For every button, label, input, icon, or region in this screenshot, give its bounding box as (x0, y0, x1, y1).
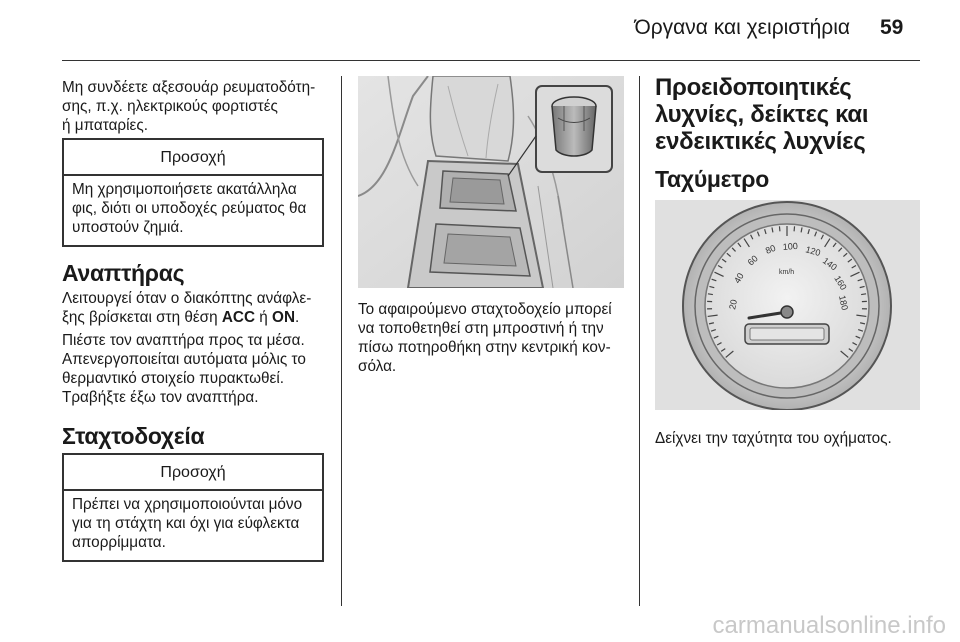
lighter-paragraph-1 (62, 289, 311, 327)
text-line: Πρέπει να χρησιμοποιούνται μόνο (72, 496, 303, 513)
speedometer-illustration (655, 200, 920, 410)
text-line: Πιέστε τον αναπτήρα προς τα μέσα. (62, 332, 305, 349)
caution-box-sockets (62, 138, 324, 247)
speedometer-tick (861, 294, 866, 295)
text-line: θερμαντικό στοιχείο πυρακτωθεί. (62, 370, 285, 387)
speed-unit: km/h (779, 269, 795, 276)
caution-heading: Προσοχή (160, 464, 226, 481)
text-line: απορρίμματα. (72, 534, 166, 551)
ashtray-console-illustration (358, 76, 624, 288)
text-line: να τοποθετηθεί στη μπροστινή ή την (358, 320, 604, 337)
text-line: Λειτουργεί όταν ο διακόπτης ανάφλε- (62, 290, 312, 307)
speed-tick-label: 20 (727, 298, 740, 311)
text-line: φις, διότι οι υποδοχές ρεύματος θα (72, 200, 307, 217)
text-fragment: ή (255, 309, 273, 326)
text-line: Τραβήξτε έξω τον αναπτήρα. (62, 389, 259, 406)
ashtray-console-drawing (358, 76, 624, 288)
speed-tick-label: 80 (764, 242, 778, 256)
column-divider-left (341, 76, 342, 606)
text-line: σης, π.χ. ηλεκτρικούς φορτιστές (62, 98, 278, 115)
heading-line: Προειδοποιητικές (655, 74, 852, 101)
speed-tick-label: 180 (837, 294, 850, 312)
needle-hub (781, 306, 793, 318)
caution-divider (64, 489, 322, 491)
caution-heading: Προσοχή (160, 149, 226, 166)
speed-tick-label: 120 (804, 244, 822, 259)
speedometer-caption: Δείχνει την ταχύτητα του οχήματος. (655, 430, 892, 447)
on-label: ON (272, 309, 295, 326)
column-divider-right (639, 76, 640, 606)
speed-tick-label: 140 (820, 255, 839, 273)
speed-tick-label: 160 (832, 273, 849, 292)
speed-tick-label: 100 (782, 240, 799, 252)
caution-text (72, 495, 314, 552)
text-line: Μη χρησιμοποιήσετε ακατάλληλα (72, 181, 297, 198)
speed-tick-label: 60 (745, 253, 760, 268)
speed-tick-label: 40 (732, 271, 746, 285)
text-fragment: ξης βρίσκεται στη θέση (62, 309, 222, 326)
text-line: σόλα. (358, 358, 397, 375)
text-line: ή μπαταρίες. (62, 117, 148, 134)
caution-divider (64, 174, 322, 176)
section-heading-lighter: Αναπτήρας (62, 260, 185, 286)
watermark: carmanualsonline.info (712, 612, 946, 639)
speedometer-tick (708, 294, 713, 295)
text-line: υποστούν ζημιά. (72, 219, 184, 236)
acc-label: ACC (221, 309, 256, 326)
running-header-title: Όργανα και χειριστήρια (634, 16, 850, 39)
heading-line: λυχνίες, δείκτες και (655, 101, 869, 128)
lighter-paragraph-2 (62, 331, 306, 407)
section-heading-warning-lights (655, 74, 868, 155)
text-line: πίσω ποτηροθήκη στην κεντρική κον- (358, 339, 611, 356)
text-line: Απενεργοποιείται αυτόματα μόλις το (62, 351, 306, 368)
text-line: Μη συνδέετε αξεσουάρ ρευματοδότη- (62, 79, 316, 96)
speedometer-drawing (655, 200, 920, 410)
ashtray-caption (358, 300, 612, 376)
intro-paragraph (62, 78, 315, 135)
text-line: Το αφαιρούμενο σταχτοδοχείο μπορεί (358, 301, 612, 318)
header-rule (62, 60, 920, 61)
heading-line: ενδεικτικές λυχνίες (655, 128, 866, 155)
text-fragment: . (295, 309, 300, 326)
text-line (62, 308, 311, 327)
caution-box-ashtray (62, 453, 324, 562)
subheading-speedometer: Ταχύμετρο (655, 166, 769, 192)
section-heading-ashtrays: Σταχτοδοχεία (62, 423, 205, 449)
text-line: για τη στάχτη και όχι για εύφλεκτα (72, 515, 300, 532)
page-number: 59 (880, 16, 904, 39)
caution-text (72, 180, 314, 237)
